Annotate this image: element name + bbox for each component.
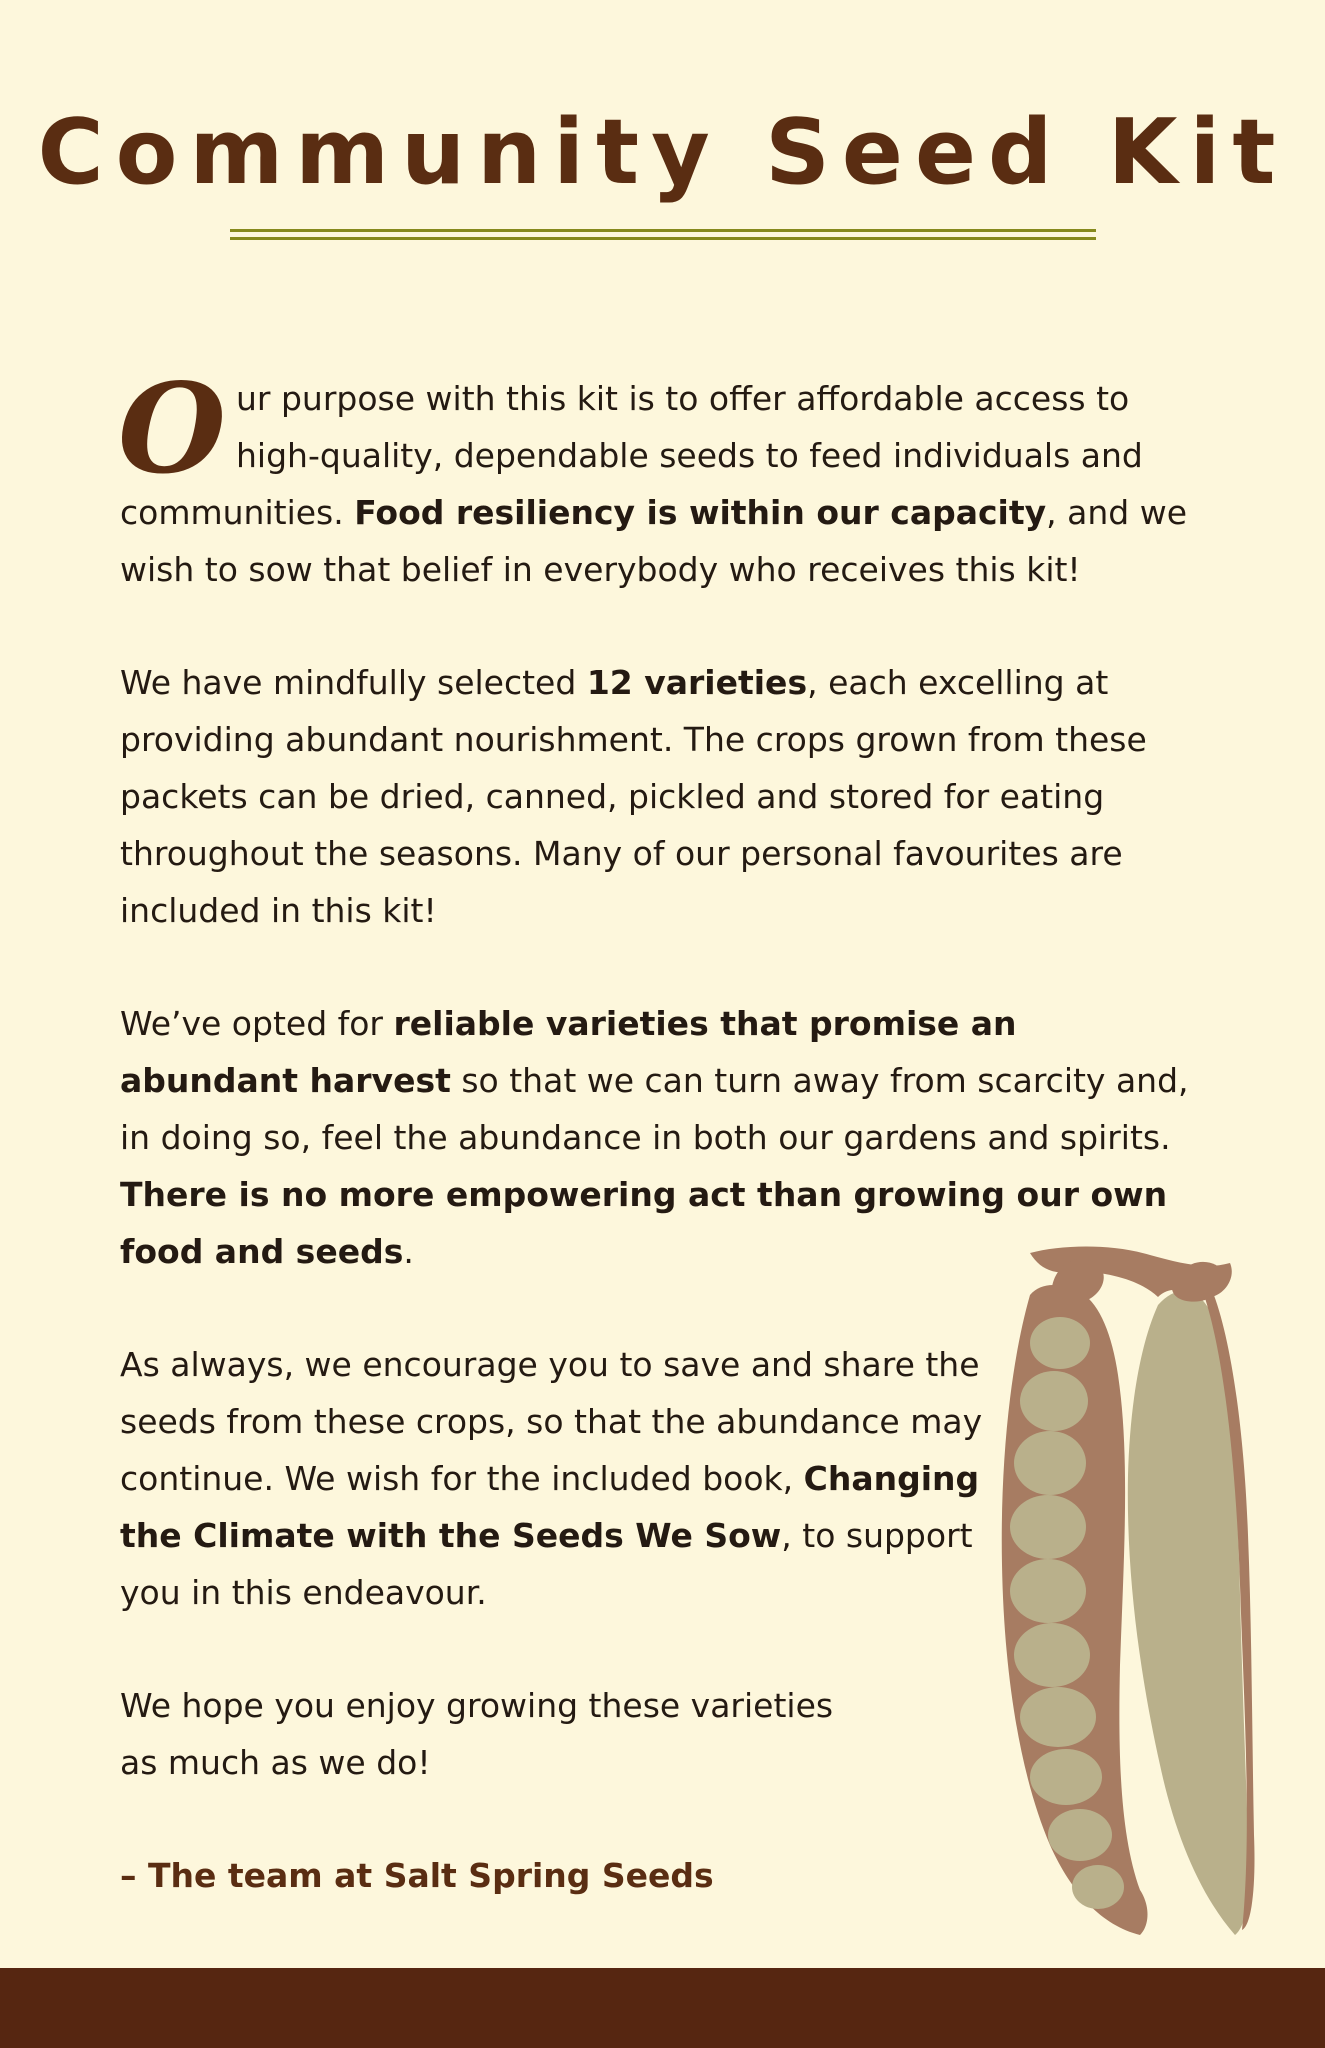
signoff: – The team at Salt Spring Seeds <box>120 1856 714 1895</box>
emphasis-text: 12 varieties <box>586 663 808 702</box>
drop-cap: O <box>118 357 227 502</box>
emphasis-text: reliable varieties that promise an abundant harvest <box>120 1004 1017 1100</box>
closing-paragraph: We hope you enjoy growing these varieties as much as we do! <box>120 1686 834 1782</box>
page-title: Community Seed Kit <box>37 100 1288 205</box>
pea-pod-illustration <box>990 1235 1260 1940</box>
footer-band <box>0 1968 1325 2048</box>
emphasis-text: There is no more empowering act than growing our own food and seeds <box>120 1175 1168 1271</box>
book-title: the Climate with the Seeds We Sow <box>120 1516 782 1555</box>
abundance-paragraph: We’ve opted for reliable varieties that promise an abundant harvest so that we can turn away from scarcity and, in doing so, feel the abundance in both our gardens and spirits. There is no more empowering act than growing our own food and seeds. <box>120 1004 1189 1271</box>
save-seeds-paragraph: As always, we encourage you to save and share the seeds from these crops, so that the abundance may continue. We wish for the included book, Changing the Climate with the Seeds We Sow, to support you in this endeavour. <box>120 1345 983 1612</box>
title-underline <box>230 229 1096 240</box>
emphasis-text: Food resiliency is within our capacity <box>354 493 1047 532</box>
varieties-paragraph: We have mindfully selected 12 varieties, each excelling at providing abundant nourishment. The crops grown from these packets can be dried, canned, pickled and stored for eating throughout the seasons. Many of our personal favourites are included in this kit! <box>120 663 1147 930</box>
book-title: Changing <box>803 1459 980 1498</box>
intro-paragraph: Our purpose with this kit is to offer affordable access to high-quality, dependable seeds to feed individuals and communities. Food resiliency is within our capacity, and we wish to sow that belief in everybody who receives this kit! <box>118 357 1188 589</box>
